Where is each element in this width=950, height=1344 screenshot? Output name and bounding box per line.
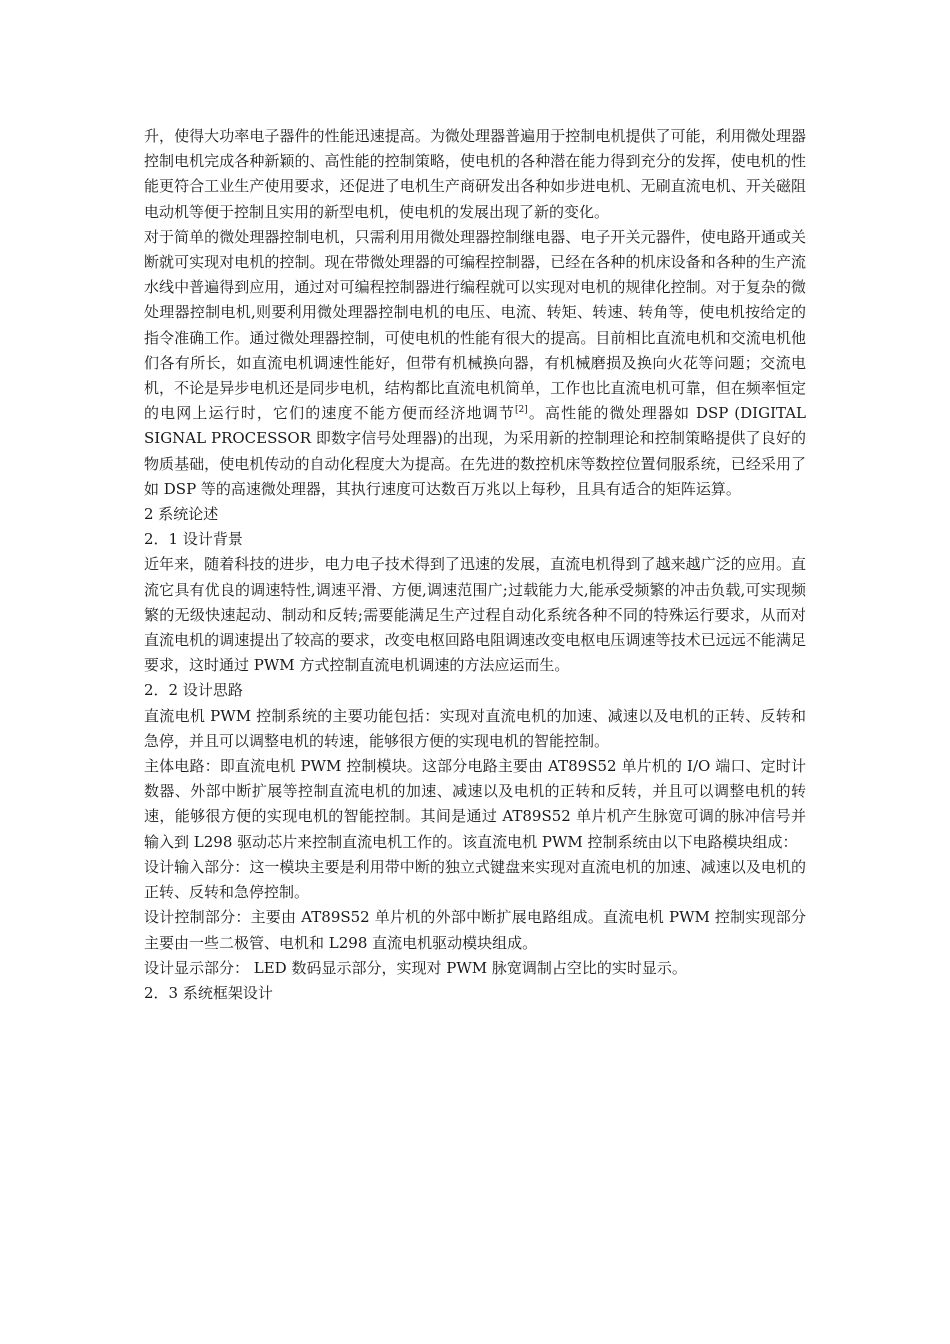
paragraph-control-part: 设计控制部分：主要由 AT89S52 单片机的外部中断扩展电路组成。直流电机 PWM 控制实现部分主要由一些二极管、电机和 L298 直流电机驱动模块组成。 xyxy=(144,908,806,952)
paragraph-microprocessor-control xyxy=(144,225,806,502)
paragraph-main-circuit: 主体电路：即直流电机 PWM 控制模块。这部分电路主要由 AT89S52 单片机的 I/O 端口、定时计数器、外部中断扩展等控制直流电机的加速、减速以及电机的正转和反转，并且可以调整电机的转速，能够很方便的实现电机的智能控制。其间是通过 AT89S52 单片机产生脉宽可调的脉冲信号并输入到 L298 驱动芯片来控制直流电机工作的。该直流电机 PWM 控制系统由以下电路模块组成： xyxy=(144,757,806,851)
paragraph-text-part: 。高性能的微处理器如 DSP (DIGITAL SIGNAL PROCESSOR 即数字信号处理器)的出现，为采用新的控制理论和控制策略提供了良好的物质基础，使电机传动的自动化程度大为提高。在先进的数控机床等数控位置伺服系统，已经采用了如 DSP 等的高速微处理器，其执行速度可达数百万兆以上每秒，且具有适合的矩阵运算。 xyxy=(144,404,806,498)
paragraph-intro-continuation: 升，使得大功率电子器件的性能迅速提高。为微处理器普遍用于控制电机提供了可能，利用微处理器控制电机完成各种新颖的、高性能的控制策略，使电机的各种潜在能力得到充分的发挥，使电机的性能更符合工业生产使用要求，还促进了电机生产商研发出各种如步进电机、无刷直流电机、开关磁阻电动机等便于控制且实用的新型电机，使电机的发展出现了新的变化。 xyxy=(144,127,806,221)
subsection-heading-design-approach: 2．2 设计思路 xyxy=(144,681,243,700)
subsection-heading-design-background: 2．1 设计背景 xyxy=(144,530,243,549)
paragraph-text-part: 对于简单的微处理器控制电机，只需利用用微处理器控制继电器、电子开关元器件，使电路开通或关断就可实现对电机的控制。现在带微处理器的可编程控制器，已经在各种的机床设备和各种的生产流水线中普遍得到应用，通过对可编程控制器进行编程就可以实现对电机的规律化控制。对于复杂的微处理器控制电机,则要利用微处理器控制电机的电压、电流、转矩、转速、转角等，使电机按给定的指令准确工作。通过微处理器控制，可使电机的性能有很大的提高。目前相比直流电机和交流电机他们各有所长，如直流电机调速性能好，但带有机械换向器，有机械磨损及换向火花等问题；交流电机，不论是异步电机还是同步电机，结构都比直流电机简单，工作也比直流电机可靠，但在频率恒定的电网上运行时，它们的速度不能方便而经济地调节 xyxy=(144,227,806,423)
document-page xyxy=(144,124,806,1006)
paragraph-input-part: 设计输入部分：这一模块主要是利用带中断的独立式键盘来实现对直流电机的加速、减速以及电机的正转、反转和急停控制。 xyxy=(144,857,806,902)
paragraph-main-functions: 直流电机 PWM 控制系统的主要功能包括：实现对直流电机的加速、减速以及电机的正转、反转和急停，并且可以调整电机的转速，能够很方便的实现电机的智能控制。 xyxy=(144,706,806,750)
section-heading-system-discussion: 2 系统论述 xyxy=(144,505,219,524)
paragraph-design-background: 近年来，随着科技的进步，电力电子技术得到了迅速的发展，直流电机得到了越来越广泛的应用。直流它具有优良的调速特性,调速平滑、方便,调速范围广;过载能力大,能承受频繁的冲击负载,可实现频繁的无级快速起动、制动和反转;需要能满足生产过程自动化系统各种不同的特殊运行要求，从而对直流电机的调速提出了较高的要求，改变电枢回路电阻调速改变电枢电压调速等技术已远远不能满足要求，这时通过 PWM 方式控制直流电机调速的方法应运而生。 xyxy=(144,555,806,675)
paragraph-display-part: 设计显示部分： LED 数码显示部分，实现对 PWM 脉宽调制占空比的实时显示。 xyxy=(144,958,687,977)
citation-reference: [2] xyxy=(514,405,528,416)
subsection-heading-system-framework: 2．3 系统框架设计 xyxy=(144,983,273,1002)
